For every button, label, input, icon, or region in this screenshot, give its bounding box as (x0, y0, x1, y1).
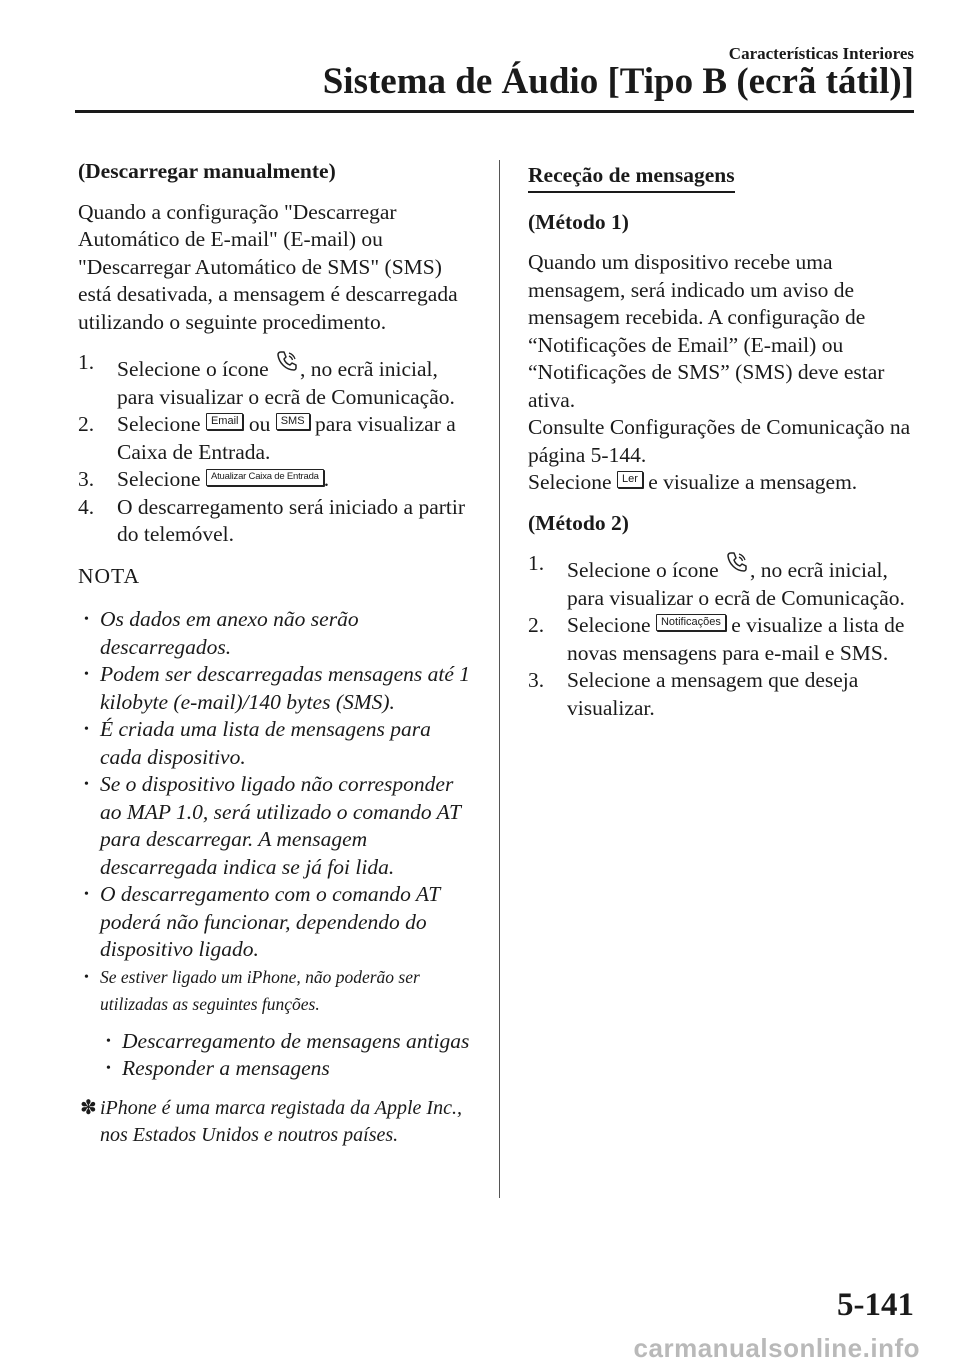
sms-button[interactable]: SMS (276, 413, 310, 430)
method-2-steps (528, 550, 920, 722)
step-text: Selecione (117, 412, 201, 436)
page-number: 5-141 (837, 1287, 914, 1323)
note-item: • O descarregamento com o comando AT poderá não funcionar, dependendo do dispositivo ligado. (78, 881, 470, 964)
header-rule (75, 110, 914, 113)
trademark-note (78, 1095, 470, 1149)
note-item: • Se estiver ligado um iPhone, não poderão ser utilizadas as seguintes funções. (78, 964, 470, 1018)
step-text: ou (248, 412, 271, 436)
step-number: 2. (78, 412, 95, 436)
note-title: NOTA (78, 563, 140, 588)
step-3 (78, 466, 470, 494)
step-1 (528, 550, 920, 612)
step-text: Selecione o ícone (567, 558, 719, 582)
method-1-select (528, 469, 920, 497)
phone-icon (725, 550, 749, 574)
step-number: 3. (528, 668, 545, 692)
iphone-limitations (100, 1028, 470, 1083)
step-text: Selecione a mensagem que deseja visualizar. (567, 668, 859, 720)
select-text: Selecione (528, 470, 612, 494)
step-4 (78, 494, 470, 549)
note-item: • É criada uma lista de mensagens para cada dispositivo. (78, 716, 470, 771)
trademark-text: iPhone é uma marca registada da Apple Inc., nos Estados Unidos e noutros países. (100, 1096, 462, 1146)
left-column (78, 158, 470, 1149)
download-steps (78, 349, 470, 549)
step-2 (78, 411, 470, 466)
step-3 (528, 667, 920, 722)
step-text: para visualizar a Caixa de Entrada. (117, 412, 456, 464)
step-1 (78, 349, 470, 411)
section-heading: (Descarregar manualmente) (78, 159, 336, 183)
header-section: Características Interiores (728, 44, 914, 63)
email-button[interactable]: Email (206, 413, 244, 430)
step-text: O descarregamento será iniciado a partir do telemóvel. (117, 494, 466, 546)
intro-paragraph: Quando a configuração "Descarregar Automático de E-mail" (E-mail) ou "Descarregar Automático de SMS" (SMS) está desativada, a mensagem é descarregada utilizando o seguinte procedimento. (78, 199, 458, 334)
page-title: Sistema de Áudio [Tipo B (ecrã tátil)] (322, 61, 914, 102)
select-text: e visualize a mensagem. (648, 470, 858, 494)
step-number: 1. (528, 551, 545, 575)
step-2 (528, 612, 920, 667)
read-button[interactable]: Ler (617, 471, 643, 488)
sub-note-item: • Descarregamento de mensagens antigas (100, 1028, 470, 1056)
step-text: . (323, 467, 330, 491)
step-number: 1. (78, 350, 95, 374)
note-item: • Podem ser descarregadas mensagens até 1 kilobyte (e-mail)/140 bytes (SMS). (78, 661, 470, 716)
column-divider (499, 160, 500, 1198)
step-text: Selecione (117, 467, 201, 491)
phone-icon (275, 349, 299, 373)
step-number: 3. (78, 467, 95, 491)
method-1-label: (Método 1) (528, 209, 629, 234)
method-2-label: (Método 2) (528, 510, 629, 535)
step-text: Selecione (567, 613, 651, 637)
right-column (528, 158, 920, 736)
step-text: , no ecrã inicial, para visualizar o ecrã de Comunicação. (117, 357, 455, 409)
notifications-button[interactable]: Notificações (656, 614, 726, 631)
note-item: • Os dados em anexo não serão descarregados. (78, 606, 470, 661)
note-list (78, 606, 470, 1018)
trademark-mark: ✽ (80, 1096, 97, 1119)
step-number: 4. (78, 494, 95, 519)
step-text: Selecione o ícone (117, 357, 269, 381)
note-item: • Se o dispositivo ligado não corresponder ao MAP 1.0, será utilizado o comando AT para descarregar. A mensagem descarregada indica se já foi lida. (78, 771, 470, 881)
step-text: e visualize a lista de novas mensagens para e-mail e SMS. (567, 613, 905, 665)
method-1-text: Quando um dispositivo recebe uma mensagem, será indicado um aviso de mensagem recebida. A configuração de “Notificações de Email” (E-mail) ou “Notificações de SMS” (SMS) deve estar ativa. (528, 250, 885, 412)
step-text: , no ecrã inicial, para visualizar o ecrã de Comunicação. (567, 558, 905, 610)
step-number: 2. (528, 613, 545, 637)
sub-note-item: • Responder a mensagens (100, 1055, 470, 1083)
receive-heading: Receção de mensagens (528, 162, 735, 193)
method-1-reference: Consulte Configurações de Comunicação na página 5-144. (528, 415, 911, 467)
update-inbox-button[interactable]: Atualizar Caixa de Entrada (206, 469, 324, 486)
watermark: carmanualsonline.info (633, 1333, 920, 1363)
